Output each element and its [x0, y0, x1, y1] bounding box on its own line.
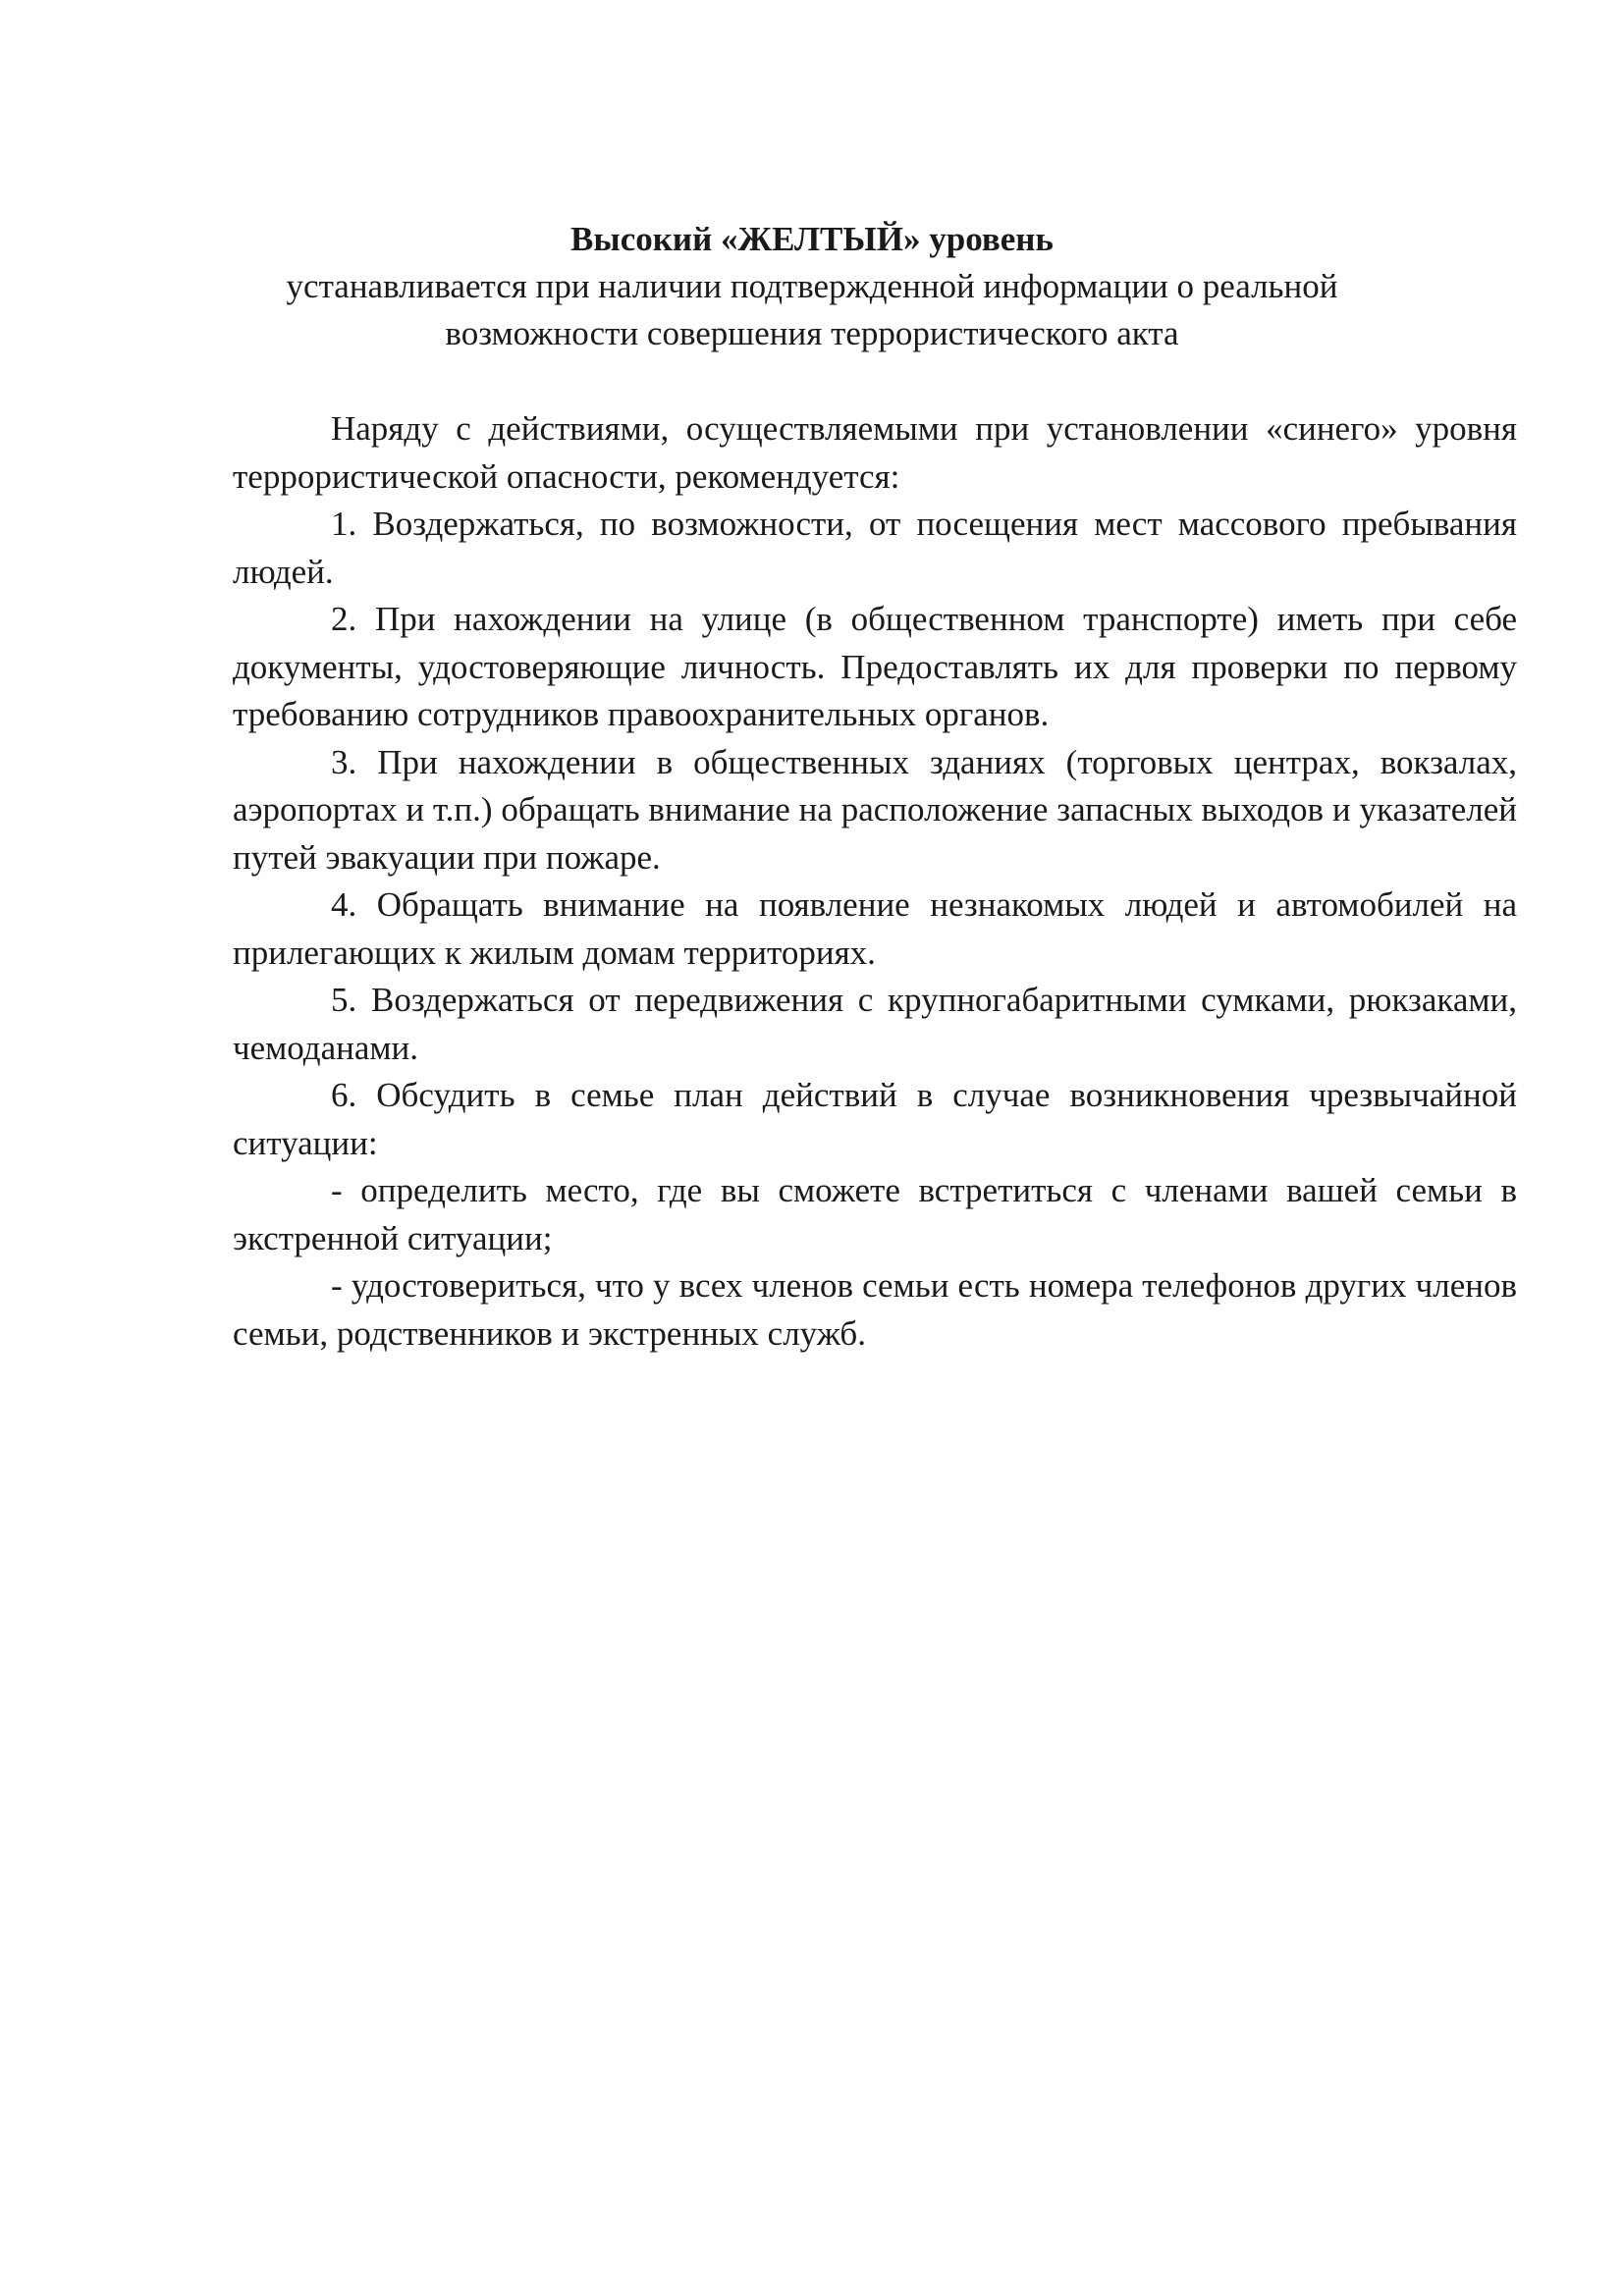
list-item: 3. При нахождении в общественных зданиях (торговых центрах, вокзалах, аэропортах и т.п.) обращать внимание на расположение запасных выходов и указателей путей эвакуации при пожаре. [233, 742, 1517, 877]
document-title: Высокий «ЖЕЛТЫЙ» уровень [570, 220, 1054, 258]
intro-paragraph: Наряду с действиями, осуществляемыми при установлении «синего» уровня террористической опасности, рекомендуется: [233, 409, 1517, 496]
list-item: 5. Воздержаться от передвижения с крупногабаритными сумками, рюкзаками, чемоданами. [233, 981, 1517, 1067]
list-item: 6. Обсудить в семье план действий в случае возникновения чрезвычайной ситуации: [233, 1076, 1517, 1162]
list-item: 2. При нахождении на улице (в общественном транспорте) иметь при себе документы, удостоверяющие личность. Предоставлять их для проверки по первому требованию сотрудников правоохранительных органов. [233, 600, 1517, 733]
document-subtitle-line-2: возможности совершения террористического акта [445, 314, 1179, 352]
sub-list-item: - определить место, где вы сможете встретиться с членами вашей семьи в экстренной ситуации; [233, 1171, 1517, 1257]
document-subtitle-line-1: устанавливается при наличии подтвержденной информации о реальной [286, 267, 1338, 305]
list-item: 1. Воздержаться, по возможности, от посещения мест массового пребывания людей. [233, 505, 1517, 591]
list-item: 4. Обращать внимание на появление незнакомых людей и автомобилей на прилегающих к жилым домам территориях. [233, 885, 1517, 972]
document-body [233, 405, 1517, 1358]
document-heading [0, 216, 1624, 357]
sub-list-item: - удостовериться, что у всех членов семьи есть номера телефонов других членов семьи, родственников и экстренных служб. [233, 1266, 1517, 1353]
